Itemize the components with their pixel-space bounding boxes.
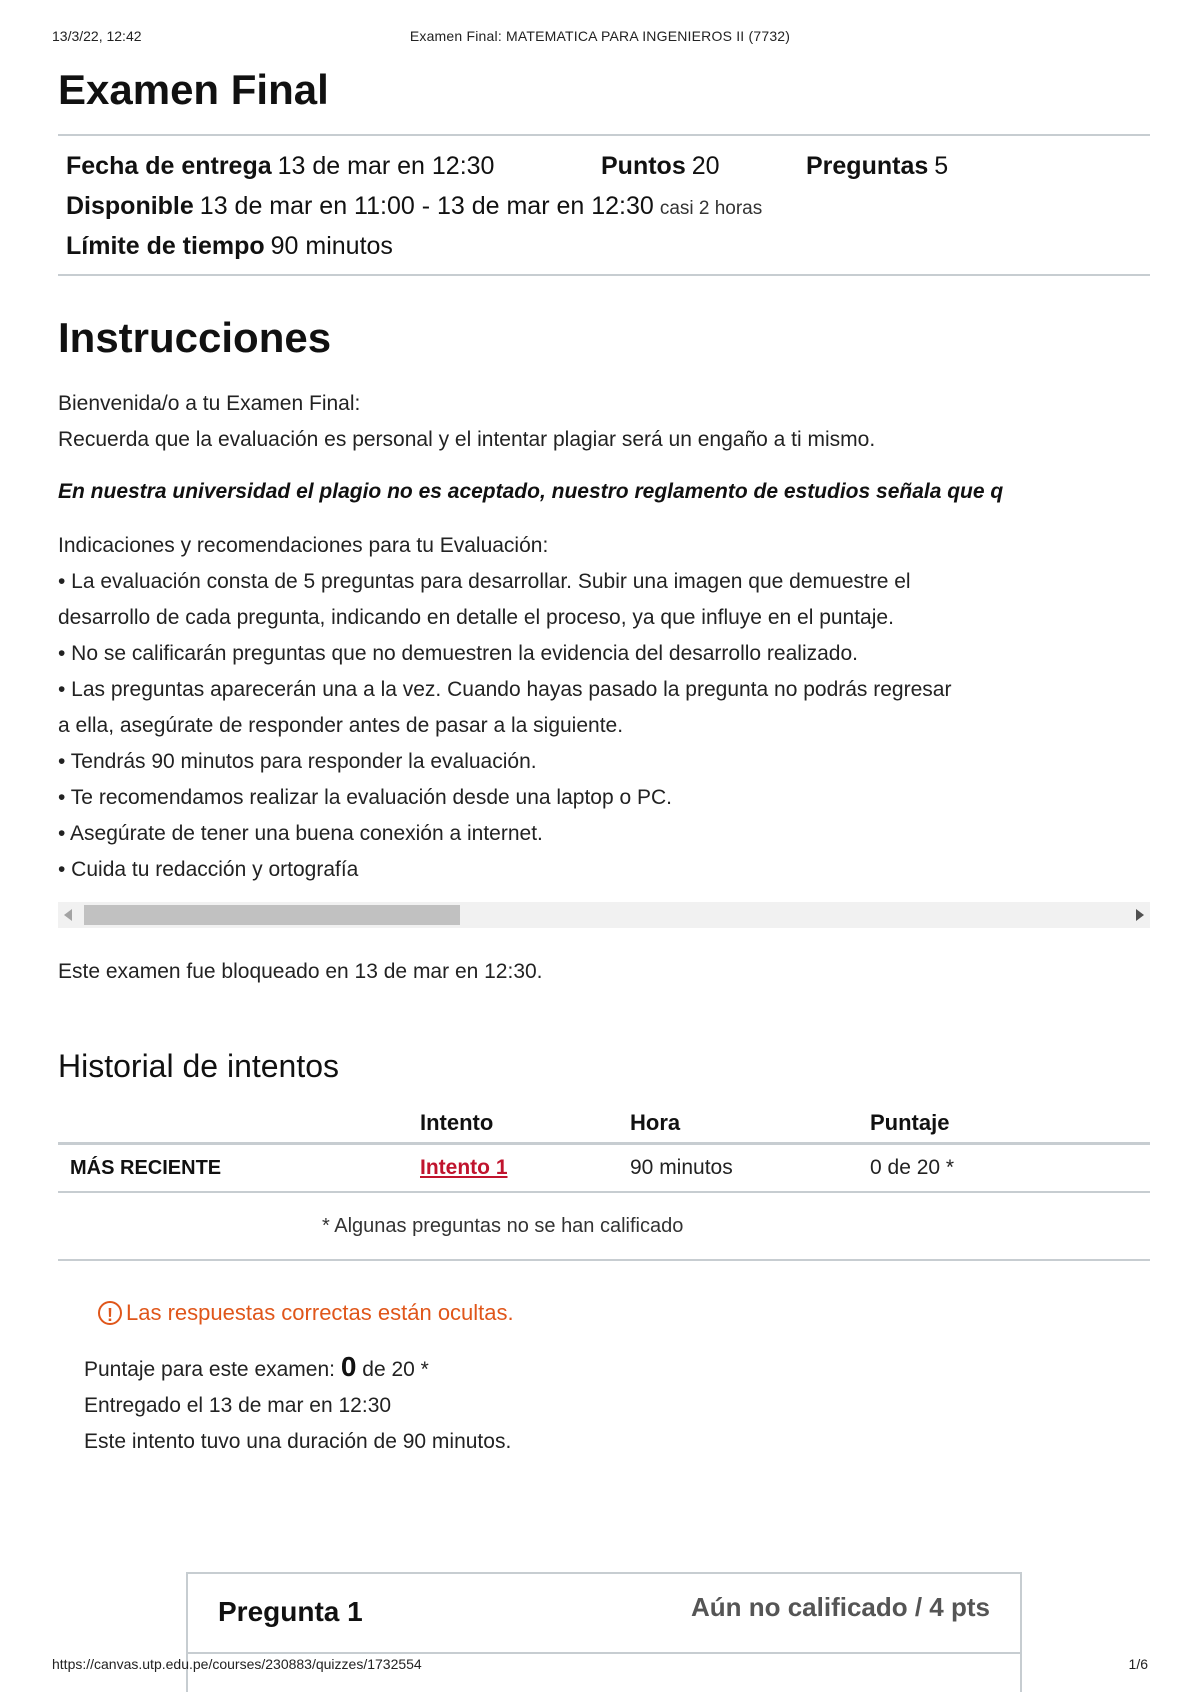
- list-item: • Cuida tu redacción y ortografía: [58, 858, 359, 881]
- print-footer: [52, 1656, 1148, 1676]
- time-limit-value: 90 minutos: [270, 232, 393, 260]
- print-page-number: 1/6: [1128, 1656, 1148, 1672]
- scrollbar-thumb[interactable]: [84, 905, 460, 925]
- score-label: Puntaje para este examen:: [84, 1358, 335, 1381]
- due-date: [66, 146, 601, 186]
- column-header: Intento: [408, 1104, 618, 1144]
- hidden-answers-text: Las respuestas correctas están ocultas.: [126, 1300, 514, 1325]
- questions-value: 5: [934, 152, 949, 180]
- details-row-3: [66, 226, 1142, 266]
- points-value: 20: [691, 152, 720, 180]
- divider: [58, 274, 1150, 276]
- submitted-text: Entregado el 13 de mar en 12:30: [84, 1394, 392, 1417]
- list-item: • No se calificarán preguntas que no demuestren la evidencia del desarrollo realizado.: [58, 642, 858, 665]
- available-value: 13 de mar en 11:00 - 13 de mar en 12:30: [199, 192, 654, 220]
- duration-text: Este intento tuvo una duración de 90 minutos.: [84, 1430, 512, 1453]
- attempt-cell: [408, 1144, 618, 1193]
- points: [601, 146, 806, 186]
- attempt-label: MÁS RECIENTE: [58, 1144, 408, 1193]
- attempt-link[interactable]: Intento 1: [420, 1156, 508, 1179]
- attempts-table: [58, 1104, 1150, 1193]
- attempt-score: 0 de 20 *: [858, 1144, 1150, 1193]
- instructions-heading: Instrucciones: [58, 314, 332, 361]
- instructions-reminder: Recuerda que la evaluación es personal y el intentar plagiar será un engaño a ti mismo.: [58, 428, 876, 451]
- history-footnote: * Algunas preguntas no se han calificado: [322, 1215, 684, 1237]
- list-item: • Te recomendamos realizar la evaluación desde una laptop o PC.: [58, 786, 672, 809]
- table-header-row: [58, 1104, 1150, 1144]
- scroll-left-icon[interactable]: [64, 909, 72, 921]
- plagiarism-warning: En nuestra universidad el plagio no es aceptado, nuestro reglamento de estudios señala que q: [58, 480, 1004, 503]
- due-label: Fecha de entrega: [66, 152, 272, 180]
- attempt-time: 90 minutos: [618, 1144, 858, 1193]
- list-item: • Tendrás 90 minutos para responder la evaluación.: [58, 750, 537, 773]
- print-header: [52, 28, 1148, 48]
- questions-label: Preguntas: [806, 152, 929, 180]
- divider: [58, 1259, 1150, 1261]
- quiz-details: [58, 136, 1150, 274]
- score-line: [84, 1349, 1150, 1388]
- questions: [806, 146, 954, 186]
- history-heading: Historial de intentos: [58, 1048, 340, 1084]
- list-item: • Las preguntas aparecerán una a la vez. Cuando hayas pasado la pregunta no podrás regresar: [58, 678, 952, 701]
- score-suffix: de 20 *: [362, 1358, 429, 1381]
- list-item: • Asegúrate de tener una buena conexión a internet.: [58, 822, 543, 845]
- hidden-answers-notice: [98, 1295, 1150, 1331]
- list-item: desarrollo de cada pregunta, indicando en detalle el proceso, ya que influye en el puntaje.: [58, 606, 894, 629]
- question-header: [188, 1574, 1020, 1654]
- locked-notice: Este examen fue bloqueado en 13 de mar en 12:30.: [58, 960, 543, 983]
- question-title: Pregunta 1: [218, 1596, 363, 1627]
- horizontal-scrollbar[interactable]: [58, 902, 1150, 928]
- table-row: [58, 1144, 1150, 1193]
- main-content: [58, 60, 1150, 1460]
- list-item: a ella, asegúrate de responder antes de pasar a la siguiente.: [58, 714, 624, 737]
- score-value: 0: [340, 1351, 357, 1382]
- due-value: 13 de mar en 12:30: [277, 152, 495, 180]
- print-datetime: 13/3/22, 12:42: [52, 28, 142, 44]
- instructions-welcome: Bienvenida/o a tu Examen Final:: [58, 392, 361, 415]
- points-label: Puntos: [601, 152, 686, 180]
- print-doc-title: Examen Final: MATEMATICA PARA INGENIEROS II (7732): [409, 28, 791, 44]
- available-label: Disponible: [66, 192, 194, 220]
- available-note: casi 2 horas: [659, 198, 763, 219]
- scroll-right-icon[interactable]: [1136, 909, 1144, 921]
- column-header: Puntaje: [858, 1104, 1150, 1144]
- column-header: Hora: [618, 1104, 858, 1144]
- time-limit-label: Límite de tiempo: [66, 232, 265, 260]
- details-row-2: [66, 186, 1142, 226]
- print-url: https://canvas.utp.edu.pe/courses/230883/quizzes/1732554: [52, 1656, 422, 1672]
- column-header: [58, 1104, 408, 1144]
- score-block: [84, 1349, 1150, 1460]
- details-row-1: [66, 146, 1142, 186]
- list-item: • La evaluación consta de 5 preguntas para desarrollar. Subir una imagen que demuestre el: [58, 570, 911, 593]
- question-points: Aún no calificado / 4 pts: [690, 1592, 990, 1622]
- instructions-body: [58, 386, 1150, 928]
- warning-icon: !: [98, 1301, 122, 1325]
- page-title: Examen Final: [58, 66, 329, 113]
- indications-title: Indicaciones y recomendaciones para tu Evaluación:: [58, 534, 549, 557]
